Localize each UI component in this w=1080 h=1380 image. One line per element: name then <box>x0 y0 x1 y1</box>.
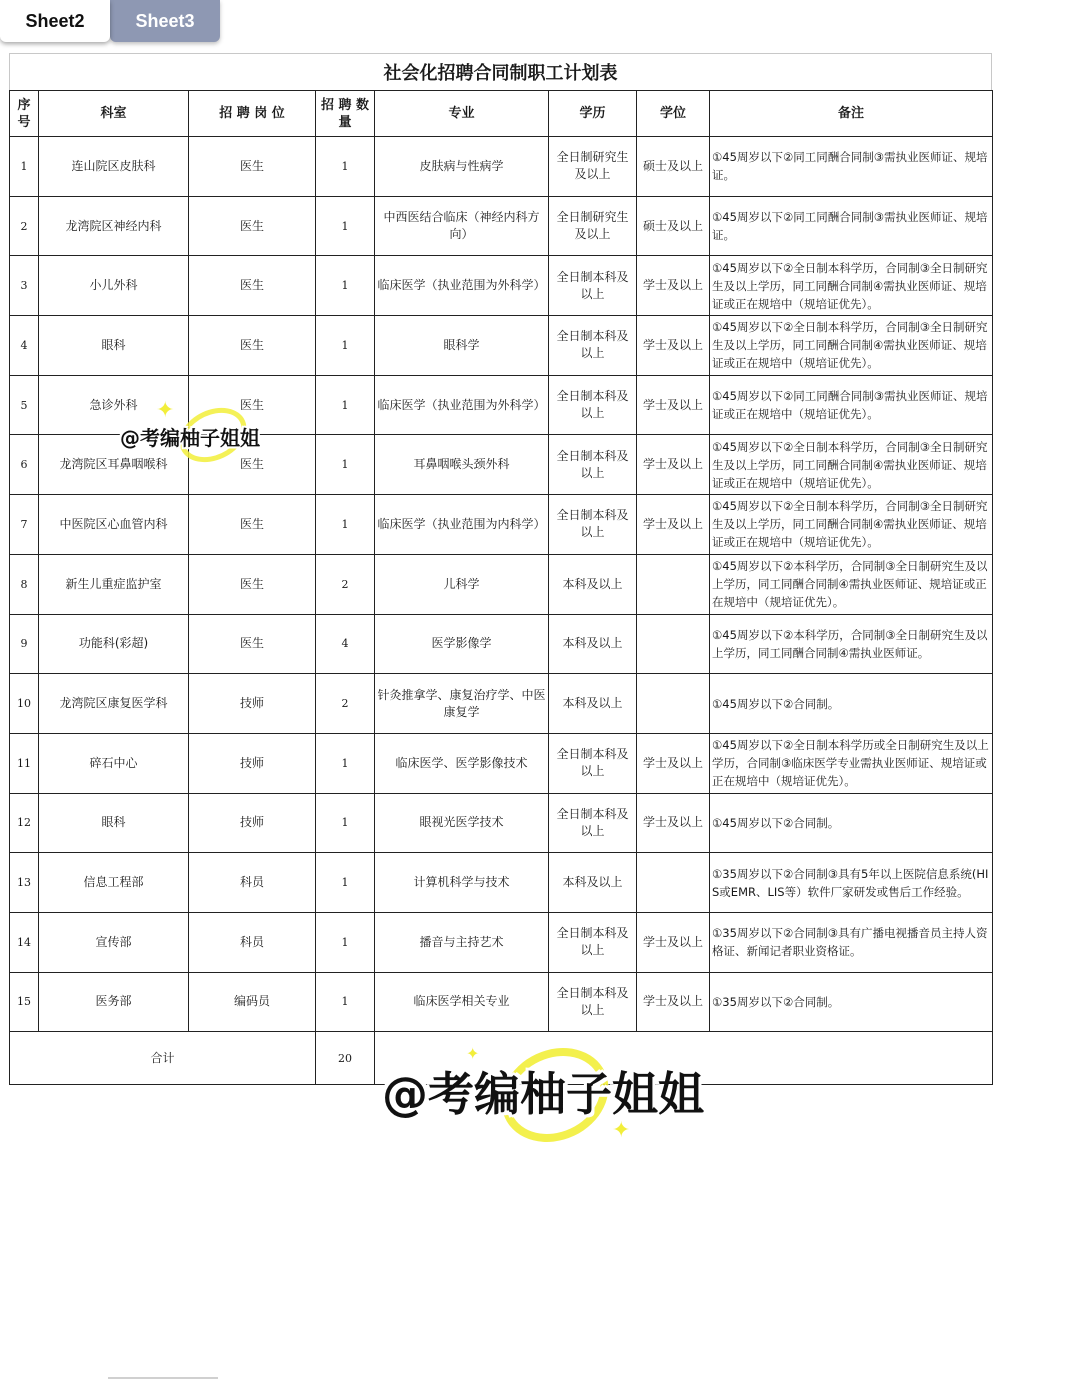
cell-count[interactable]: 1 <box>316 853 375 913</box>
sparkle-icon: ✦ <box>466 1044 480 1063</box>
cell-count[interactable]: 1 <box>316 733 375 793</box>
cell-note[interactable]: ①45周岁以下②合同制。 <box>710 674 993 734</box>
cell-note[interactable]: ①45周岁以下②本科学历，合同制③全日制研究生及以上学历，同工同酬合同制④需执业医师证、规培证或正在规培中（规培证优先）。 <box>710 554 993 614</box>
sparkle-icon: ✦ <box>612 1118 631 1143</box>
cell-major[interactable]: 耳鼻咽喉头颈外科 <box>375 435 549 495</box>
cell-note[interactable]: ①45周岁以下②同工同酬合同制③需执业医师证、规培证。 <box>710 137 993 197</box>
header-degree[interactable]: 学位 <box>637 91 710 137</box>
cell-degree[interactable]: 学士及以上 <box>637 793 710 853</box>
cell-degree[interactable] <box>637 853 710 913</box>
header-dept[interactable]: 科室 <box>39 91 189 137</box>
header-major[interactable]: 专业 <box>375 91 549 137</box>
cell-no[interactable]: 4 <box>10 316 39 376</box>
cell-edu[interactable]: 全日制本科及以上 <box>549 972 637 1032</box>
cell-edu[interactable]: 本科及以上 <box>549 554 637 614</box>
cell-note[interactable]: ①45周岁以下②全日制本科学历，合同制③全日制研究生及以上学历，同工同酬合同制④需执业医师证、规培证或正在规培中（规培证优先）。 <box>710 435 993 495</box>
cell-dept[interactable]: 新生儿重症监护室 <box>39 554 189 614</box>
cell-count[interactable]: 1 <box>316 912 375 972</box>
table-row <box>10 733 993 793</box>
cell-degree[interactable] <box>637 674 710 734</box>
cell-dept[interactable]: 宣传部 <box>39 912 189 972</box>
cell-degree[interactable]: 学士及以上 <box>637 435 710 495</box>
cell-count[interactable]: 4 <box>316 614 375 674</box>
cell-edu[interactable]: 全日制研究生及以上 <box>549 137 637 197</box>
cell-dept[interactable]: 眼科 <box>39 793 189 853</box>
cell-post[interactable]: 医生 <box>189 554 316 614</box>
cell-post[interactable]: 医生 <box>189 375 316 435</box>
cell-dept[interactable]: 功能科(彩超) <box>39 614 189 674</box>
cell-degree[interactable]: 学士及以上 <box>637 972 710 1032</box>
cell-major[interactable]: 针灸推拿学、康复治疗学、中医康复学 <box>375 674 549 734</box>
cell-no[interactable]: 8 <box>10 554 39 614</box>
cell-note[interactable]: ①45周岁以下②全日制本科学历，合同制③全日制研究生及以上学历，同工同酬合同制④需执业医师证、规培证或正在规培中（规培证优先）。 <box>710 495 993 555</box>
header-row <box>10 91 993 137</box>
cell-edu[interactable]: 本科及以上 <box>549 674 637 734</box>
cell-note[interactable]: ①45周岁以下②同工同酬合同制③需执业医师证、规培证。 <box>710 196 993 256</box>
cell-post[interactable]: 医生 <box>189 614 316 674</box>
cell-count[interactable]: 1 <box>316 495 375 555</box>
cell-degree[interactable]: 硕士及以上 <box>637 137 710 197</box>
cell-dept[interactable]: 龙湾院区神经内科 <box>39 196 189 256</box>
table-row <box>10 316 993 376</box>
cell-note[interactable]: ①35周岁以下②合同制。 <box>710 972 993 1032</box>
cell-major[interactable]: 计算机科学与技术 <box>375 853 549 913</box>
cell-note[interactable]: ①35周岁以下②合同制③具有5年以上医院信息系统(HIS或EMR、LIS等）软件厂家研发或售后工作经验。 <box>710 853 993 913</box>
cell-dept[interactable]: 眼科 <box>39 316 189 376</box>
table-row <box>10 554 993 614</box>
cell-note[interactable]: ①45周岁以下②全日制本科学历或全日制研究生及以上学历，合同制③临床医学专业需执业医师证、规培证或正在规培中（规培证优先）。 <box>710 733 993 793</box>
cell-note[interactable]: ①45周岁以下②本科学历，合同制③全日制研究生及以上学历，同工同酬合同制④需执业医师证。 <box>710 614 993 674</box>
cell-edu[interactable]: 全日制本科及以上 <box>549 733 637 793</box>
cell-dept[interactable]: 急诊外科 <box>39 375 189 435</box>
cell-count[interactable]: 2 <box>316 554 375 614</box>
cell-major[interactable]: 中西医结合临床（神经内科方向） <box>375 196 549 256</box>
cell-count[interactable]: 1 <box>316 316 375 376</box>
cell-degree[interactable]: 硕士及以上 <box>637 196 710 256</box>
cell-note[interactable]: ①45周岁以下②全日制本科学历，合同制③全日制研究生及以上学历，同工同酬合同制④需执业医师证、规培证或正在规培中（规培证优先）。 <box>710 316 993 376</box>
cell-post[interactable]: 医生 <box>189 435 316 495</box>
cell-count[interactable]: 1 <box>316 793 375 853</box>
cell-edu[interactable]: 全日制本科及以上 <box>549 495 637 555</box>
total-label[interactable]: 合计 <box>10 1032 316 1085</box>
cell-major[interactable]: 临床医学（执业范围为外科学） <box>375 375 549 435</box>
cell-degree[interactable]: 学士及以上 <box>637 733 710 793</box>
cell-post[interactable]: 技师 <box>189 674 316 734</box>
cell-no[interactable]: 10 <box>10 674 39 734</box>
cell-no[interactable]: 12 <box>10 793 39 853</box>
cell-no[interactable]: 6 <box>10 435 39 495</box>
cell-degree[interactable]: 学士及以上 <box>637 495 710 555</box>
cell-dept[interactable]: 小儿外科 <box>39 256 189 316</box>
cell-edu[interactable]: 全日制研究生及以上 <box>549 196 637 256</box>
cell-edu[interactable]: 全日制本科及以上 <box>549 435 637 495</box>
cell-dept[interactable]: 龙湾院区耳鼻咽喉科 <box>39 435 189 495</box>
cell-degree[interactable]: 学士及以上 <box>637 912 710 972</box>
cell-major[interactable]: 医学影像学 <box>375 614 549 674</box>
cell-edu[interactable]: 本科及以上 <box>549 614 637 674</box>
table-row <box>10 256 993 316</box>
header-note[interactable]: 备注 <box>710 91 993 137</box>
cell-note[interactable]: ①45周岁以下②全日制本科学历，合同制③全日制研究生及以上学历，同工同酬合同制④需执业医师证、规培证或正在规培中（规培证优先）。 <box>710 256 993 316</box>
cell-no[interactable]: 14 <box>10 912 39 972</box>
cell-degree[interactable] <box>637 554 710 614</box>
cell-post[interactable]: 医生 <box>189 196 316 256</box>
cell-no[interactable]: 13 <box>10 853 39 913</box>
cell-count[interactable]: 2 <box>316 674 375 734</box>
cell-post[interactable]: 医生 <box>189 256 316 316</box>
cell-dept[interactable]: 医务部 <box>39 972 189 1032</box>
cell-no[interactable]: 1 <box>10 137 39 197</box>
header-count[interactable]: 招 聘 数 量 <box>316 91 375 137</box>
cell-major[interactable]: 儿科学 <box>375 554 549 614</box>
spreadsheet <box>9 53 992 1083</box>
cell-count[interactable]: 1 <box>316 375 375 435</box>
cell-no[interactable]: 7 <box>10 495 39 555</box>
table-row <box>10 614 993 674</box>
cell-note[interactable]: ①45周岁以下②同工同酬合同制③需执业医师证、规培证或正在规培中（规培证优先）。 <box>710 375 993 435</box>
cell-post[interactable]: 科员 <box>189 912 316 972</box>
cell-degree[interactable]: 学士及以上 <box>637 375 710 435</box>
total-count[interactable]: 20 <box>316 1032 375 1085</box>
cell-dept[interactable]: 中医院区心血管内科 <box>39 495 189 555</box>
cell-count[interactable]: 1 <box>316 435 375 495</box>
cell-degree[interactable]: 学士及以上 <box>637 256 710 316</box>
cell-edu[interactable]: 全日制本科及以上 <box>549 256 637 316</box>
cell-post[interactable]: 编码员 <box>189 972 316 1032</box>
cell-degree[interactable]: 学士及以上 <box>637 316 710 376</box>
table-row <box>10 674 993 734</box>
cell-note[interactable]: ①45周岁以下②合同制。 <box>710 793 993 853</box>
cell-post[interactable]: 科员 <box>189 853 316 913</box>
cell-major[interactable]: 临床医学（执业范围为外科学） <box>375 256 549 316</box>
cell-count[interactable]: 1 <box>316 196 375 256</box>
cell-no[interactable]: 5 <box>10 375 39 435</box>
cell-dept[interactable]: 连山院区皮肤科 <box>39 137 189 197</box>
cell-dept[interactable]: 信息工程部 <box>39 853 189 913</box>
cell-major[interactable]: 临床医学（执业范围为内科学） <box>375 495 549 555</box>
cell-no[interactable]: 9 <box>10 614 39 674</box>
cell-count[interactable]: 1 <box>316 256 375 316</box>
cell-post[interactable]: 医生 <box>189 137 316 197</box>
table-row <box>10 972 993 1032</box>
cell-no[interactable]: 15 <box>10 972 39 1032</box>
cell-major[interactable]: 眼科学 <box>375 316 549 376</box>
table-row <box>10 495 993 555</box>
cell-edu[interactable]: 全日制本科及以上 <box>549 912 637 972</box>
recruitment-table <box>9 90 993 1085</box>
cell-count[interactable]: 1 <box>316 972 375 1032</box>
cell-post[interactable]: 医生 <box>189 495 316 555</box>
table-row <box>10 912 993 972</box>
table-row <box>10 793 993 853</box>
sheet-tab-bar <box>0 0 240 44</box>
header-post[interactable]: 招 聘 岗 位 <box>189 91 316 137</box>
cell-no[interactable]: 2 <box>10 196 39 256</box>
cell-post[interactable]: 医生 <box>189 316 316 376</box>
table-row <box>10 137 993 197</box>
cell-major[interactable]: 皮肤病与性病学 <box>375 137 549 197</box>
cell-edu[interactable]: 本科及以上 <box>549 853 637 913</box>
cell-no[interactable]: 3 <box>10 256 39 316</box>
header-no[interactable]: 序号 <box>10 91 39 137</box>
cell-post[interactable]: 技师 <box>189 793 316 853</box>
tab-sheet2[interactable]: Sheet2 <box>0 0 110 42</box>
cell-post[interactable]: 技师 <box>189 733 316 793</box>
cell-degree[interactable] <box>637 614 710 674</box>
sheet-title: 社会化招聘合同制职工计划表 <box>9 53 992 90</box>
cell-count[interactable]: 1 <box>316 137 375 197</box>
cell-no[interactable]: 11 <box>10 733 39 793</box>
cell-edu[interactable]: 全日制本科及以上 <box>549 375 637 435</box>
cell-edu[interactable]: 全日制本科及以上 <box>549 793 637 853</box>
cell-major[interactable]: 临床医学、医学影像技术 <box>375 733 549 793</box>
scrollbar[interactable] <box>108 1377 218 1379</box>
header-edu[interactable]: 学历 <box>549 91 637 137</box>
cell-dept[interactable]: 碎石中心 <box>39 733 189 793</box>
cell-note[interactable]: ①35周岁以下②合同制③具有广播电视播音员主持人资格证、新闻记者职业资格证。 <box>710 912 993 972</box>
watermark-large: @考编柚子姐姐 <box>382 1067 704 1121</box>
cell-major[interactable]: 临床医学相关专业 <box>375 972 549 1032</box>
cell-major[interactable]: 眼视光医学技术 <box>375 793 549 853</box>
watermark-small: @考编柚子姐姐 <box>120 426 260 450</box>
table-row <box>10 853 993 913</box>
cell-dept[interactable]: 龙湾院区康复医学科 <box>39 674 189 734</box>
sparkle-icon: ✦ <box>156 398 175 423</box>
table-row <box>10 196 993 256</box>
tab-sheet3[interactable]: Sheet3 <box>110 0 220 42</box>
cell-edu[interactable]: 全日制本科及以上 <box>549 316 637 376</box>
cell-major[interactable]: 播音与主持艺术 <box>375 912 549 972</box>
